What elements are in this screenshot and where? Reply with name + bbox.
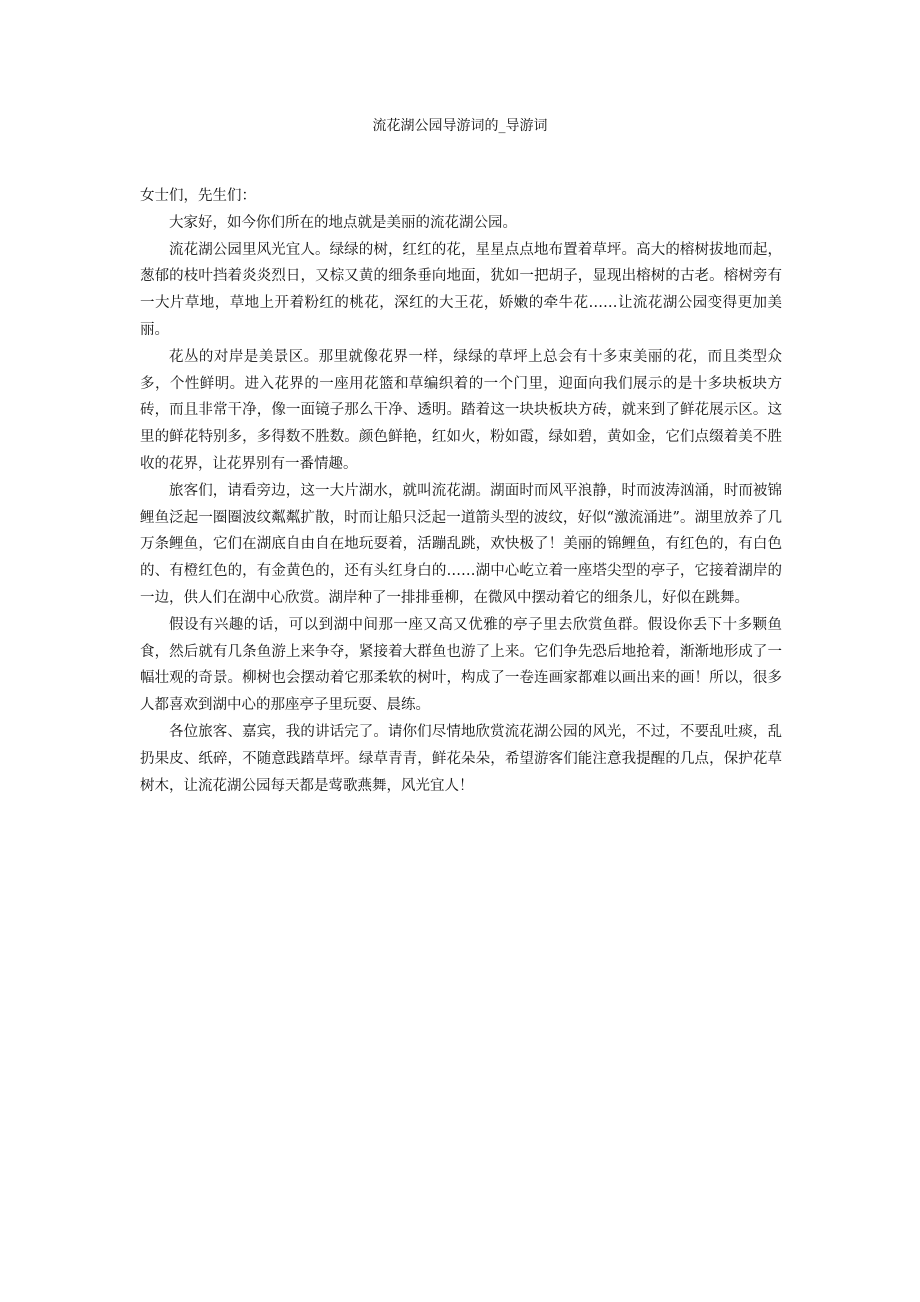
- paragraph-closing: 各位旅客、嘉宾，我的讲话完了。请你们尽情地欣赏流花湖公园的风光，不过，不要乱吐痰，乱扔果皮、纸碎，不随意践踏草坪。绿草青青，鲜花朵朵，希望游客们能注意我提醒的几点，保护花草树木，让流花湖公园每天都是莺歌燕舞，风光宜人！: [140, 723, 782, 794]
- document-body: [140, 183, 782, 799]
- paragraph-greeting: 大家好，如今你们所在的地点就是美丽的流花湖公园。: [169, 214, 517, 231]
- salutation: 女士们，先生们：: [140, 188, 256, 204]
- paragraph-pavilion: 假设有兴趣的话，可以到湖中间那一座又高又优雅的亭子里去欣赏鱼群。假设你丢下十多颗鱼食，然后就有几条鱼游上来争夺，紧接着大群鱼也游了上来。它们争先恐后地抢着，渐渐地形成了一幅壮观的奇景。柳树也会摆动着它那柔软的树叶，构成了一卷连画家都难以画出来的画！所以，很多人都喜欢到湖中心的那座亭子里玩耍、晨练。: [140, 616, 782, 714]
- paragraph-scenery: 流花湖公园里风光宜人。绿绿的树，红红的花，星星点点地布置着草坪。高大的榕树拔地而起，葱郁的枝叶挡着炎炎烈日，又棕又黄的细条垂向地面，犹如一把胡子，显现出榕树的古老。榕树旁有一大片草地，草地上开着粉红的桃花，深红的大王花，娇嫩的牵牛花……让流花湖公园变得更加美丽。: [140, 241, 782, 338]
- paragraph-flower-area: 花丛的对岸是美景区。那里就像花界一样，绿绿的草坪上总会有十多束美丽的花，而且类型众多，个性鲜明。进入花界的一座用花篮和草编织着的一个门里，迎面向我们展示的是十多块板块方砖，而且非常干净，像一面镜子那么干净、透明。踏着这一块块板块方砖，就来到了鲜花展示区。这里的鲜花特别多，多得数不胜数。颜色鲜艳，红如火，粉如霞，绿如碧，黄如金，它们点缀着美不胜收的花界，让花界别有一番情趣。: [140, 348, 782, 472]
- page-title: 流花湖公园导游词的_导游词: [372, 118, 548, 134]
- paragraph-lake: 旅客们，请看旁边，这一大片湖水，就叫流花湖。湖面时而风平浪静，时而波涛汹涌，时而被锦鲤鱼泛起一圈圈波纹粼粼扩散，时而让船只泛起一道箭头型的波纹，好似“激流涌进”。湖里放养了几万条鲤鱼，它们在湖底自由自在地玩耍着，活蹦乱跳，欢快极了！美丽的锦鲤鱼，有红色的，有白色的、有橙红色的，有金黄色的，还有头红身白的……湖中心屹立着一座塔尖型的亭子，它接着湖岸的一边，供人们在湖中心欣赏。湖岸种了一排排垂柳，在微风中摆动着它的细条儿，好似在跳舞。: [140, 482, 782, 606]
